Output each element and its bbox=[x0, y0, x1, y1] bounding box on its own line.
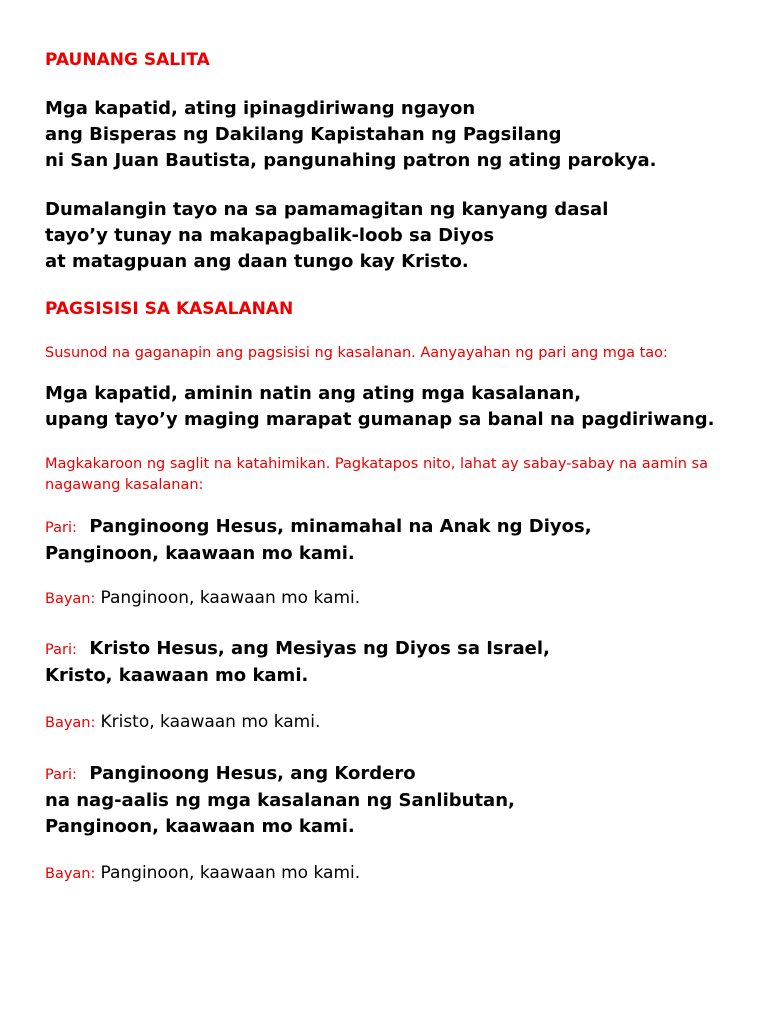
text-line: tayo’y tunay na makapagbalik-loob sa Diyos bbox=[45, 225, 495, 246]
text-line: at matagpuan ang daan tungo kay Kristo. bbox=[45, 251, 469, 272]
text-line: Panginoon, kaawaan mo kami. bbox=[45, 816, 355, 837]
text-line: ni San Juan Bautista, pangunahing patron ng ating parokya. bbox=[45, 150, 657, 171]
bayan-label: Bayan: bbox=[45, 715, 96, 731]
rubric-instruction: Susunod na gaganapin ang pagsisisi ng kasalanan. Aanyayahan ng pari ang mga tao: bbox=[45, 345, 668, 361]
text-line: Kristo, kaawaan mo kami. bbox=[100, 712, 321, 732]
bayan-label: Bayan: bbox=[45, 591, 96, 607]
text-line: nagawang kasalanan: bbox=[45, 477, 204, 493]
pari-response-1 bbox=[45, 514, 592, 567]
heading-paunang-salita: PAUNANG SALITA bbox=[45, 50, 210, 70]
text-line: Mga kapatid, ating ipinagdiriwang ngayon bbox=[45, 98, 476, 119]
paunang-salita-paragraph-1 bbox=[45, 96, 656, 174]
text-line: Kristo Hesus, ang Mesiyas ng Diyos sa Israel, bbox=[89, 638, 550, 659]
text-line: upang tayo’y maging marapat gumanap sa banal na pagdiriwang. bbox=[45, 409, 715, 430]
text-line: Panginoon, kaawaan mo kami. bbox=[100, 863, 361, 883]
bayan-response-2 bbox=[45, 712, 320, 732]
rubric-silence bbox=[45, 454, 735, 496]
bayan-label: Bayan: bbox=[45, 866, 96, 882]
text-line: Panginoon, kaawaan mo kami. bbox=[100, 588, 361, 608]
pari-response-3 bbox=[45, 761, 515, 840]
text-line: Dumalangin tayo na sa pamamagitan ng kanyang dasal bbox=[45, 199, 609, 220]
paunang-salita-paragraph-2 bbox=[45, 197, 608, 275]
pari-response-2 bbox=[45, 636, 550, 689]
heading-pagsisisi: PAGSISISI SA KASALANAN bbox=[45, 299, 294, 319]
text-line: Mga kapatid, aminin natin ang ating mga kasalanan, bbox=[45, 383, 582, 404]
text-line: Panginoong Hesus, minamahal na Anak ng Diyos, bbox=[89, 516, 592, 537]
text-line: Magkakaroon ng saglit na katahimikan. Pagkatapos nito, lahat ay sabay-sabay na aamin sa bbox=[45, 456, 708, 472]
pari-label: Pari: bbox=[45, 520, 77, 536]
text-line: Panginoong Hesus, ang Kordero bbox=[89, 763, 416, 784]
text-line: na nag-aalis ng mga kasalanan ng Sanlibutan, bbox=[45, 790, 515, 811]
bayan-response-1 bbox=[45, 588, 360, 608]
pari-label: Pari: bbox=[45, 642, 77, 658]
invitation-paragraph bbox=[45, 381, 715, 433]
text-line: ang Bisperas ng Dakilang Kapistahan ng Pagsilang bbox=[45, 124, 562, 145]
pari-label: Pari: bbox=[45, 767, 77, 783]
text-line: Kristo, kaawaan mo kami. bbox=[45, 665, 309, 686]
text-line: Panginoon, kaawaan mo kami. bbox=[45, 543, 355, 564]
bayan-response-3 bbox=[45, 863, 360, 883]
